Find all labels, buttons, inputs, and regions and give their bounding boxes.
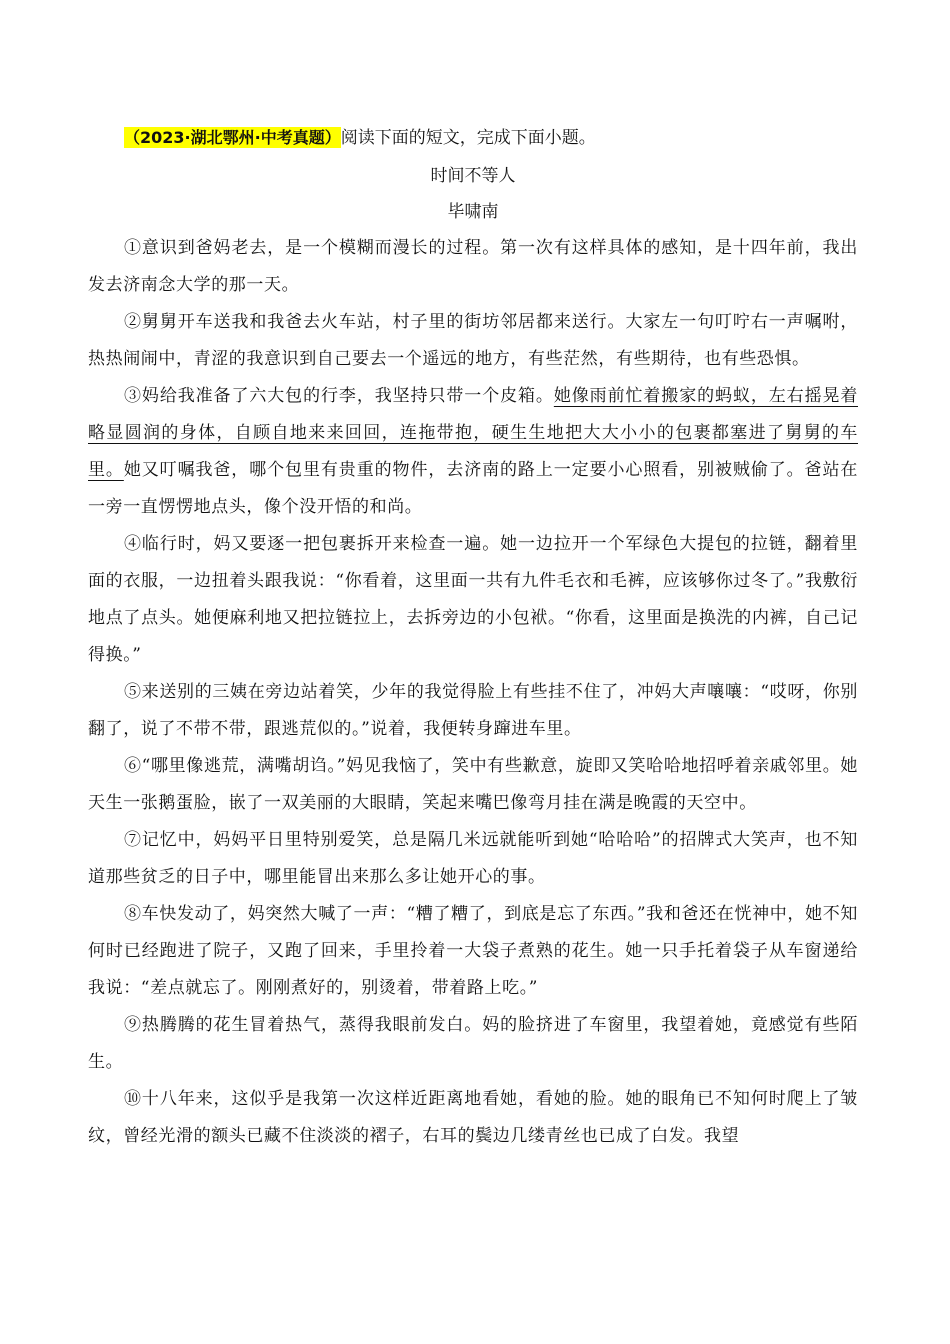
question-intro	[88, 118, 858, 158]
instruction-text: 阅读下面的短文，完成下面小题。	[340, 128, 596, 148]
paragraph-10: ⑩十八年来，这似乎是我第一次这样近距离地看她，看她的脸。她的眼角已不知何时爬上了皱纹，曾经光滑的额头已藏不住淡淡的褶子，右耳的鬓边几缕青丝也已成了白发。我望	[88, 1089, 858, 1146]
paragraph-6: ⑥“哪里像逃荒，满嘴胡诌。”妈见我恼了，笑中有些歉意，旋即又笑哈哈地招呼着亲戚邻里。她天生一张鹅蛋脸，嵌了一双美丽的大眼睛，笑起来嘴巴像弯月挂在满是晚霞的天空中。	[88, 756, 858, 813]
paragraph-2: ②舅舅开车送我和我爸去火车站，村子里的街坊邻居都来送行。大家左一句叮咛右一声嘱咐，热热闹闹中，青涩的我意识到自己要去一个遥远的地方，有些茫然，有些期待，也有些恐惧。	[88, 312, 858, 369]
paragraph-9: ⑨热腾腾的花生冒着热气，蒸得我眼前发白。妈的脸挤进了车窗里，我望着她，竟感觉有些陌生。	[88, 1015, 858, 1072]
paragraph-8: ⑧车快发动了，妈突然大喊了一声：“糟了糟了，到底是忘了东西。”我和爸还在恍神中，她不知何时已经跑进了院子，又跑了回来，手里拎着一大袋子煮熟的花生。她一只手托着袋子从车窗递给我说：“差点就忘了。刚刚煮好的，别烫着，带着路上吃。”	[88, 904, 858, 998]
article-author: 毕啸南	[447, 202, 499, 222]
underlined-sentence: 她像雨前忙着搬家的蚂蚁，左右摇晃着略显圆润的身体，自顾自地来来回回，连拖带抱，硬生生地把大大小小的包裹都塞进了舅舅的车里。	[88, 386, 858, 480]
source-tag: （2023·湖北鄂州·中考真题）	[124, 128, 341, 147]
paragraph-3-start: ③妈给我准备了六大包的行李，我坚持只带一个皮箱。	[124, 386, 554, 406]
paragraph-3-end: 她又叮嘱我爸，哪个包里有贵重的物件，去济南的路上一定要小心照看，别被贼偷了。爸站在一旁一直愣愣地点头，像个没开悟的和尚。	[88, 460, 858, 517]
paragraph-5: ⑤来送别的三姨在旁边站着笑，少年的我觉得脸上有些挂不住了，冲妈大声嚷嚷：“哎呀，你别翻了，说了不带不带，跟逃荒似的。”说着，我便转身蹿进车里。	[88, 682, 858, 739]
paragraph-3	[88, 378, 858, 526]
paragraph-7: ⑦记忆中，妈妈平日里特别爱笑，总是隔几米远就能听到她“哈哈哈”的招牌式大笑声，也不知道那些贫乏的日子中，哪里能冒出来那么多让她开心的事。	[88, 830, 858, 887]
paragraph-4: ④临行时，妈又要逐一把包裹拆开来检查一遍。她一边拉开一个军绿色大提包的拉链，翻着里面的衣服，一边扭着头跟我说：“你看着，这里面一共有九件毛衣和毛裤，应该够你过冬了。”我敷衍地点了点头。她便麻利地又把拉链拉上，去拆旁边的小包袱。“你看，这里面是换洗的内裤，自己记得换。”	[88, 534, 858, 665]
paragraph-1: ①意识到爸妈老去，是一个模糊而漫长的过程。第一次有这样具体的感知，是十四年前，我出发去济南念大学的那一天。	[88, 238, 858, 295]
article-title: 时间不等人	[430, 166, 516, 186]
document-page	[88, 118, 858, 1155]
